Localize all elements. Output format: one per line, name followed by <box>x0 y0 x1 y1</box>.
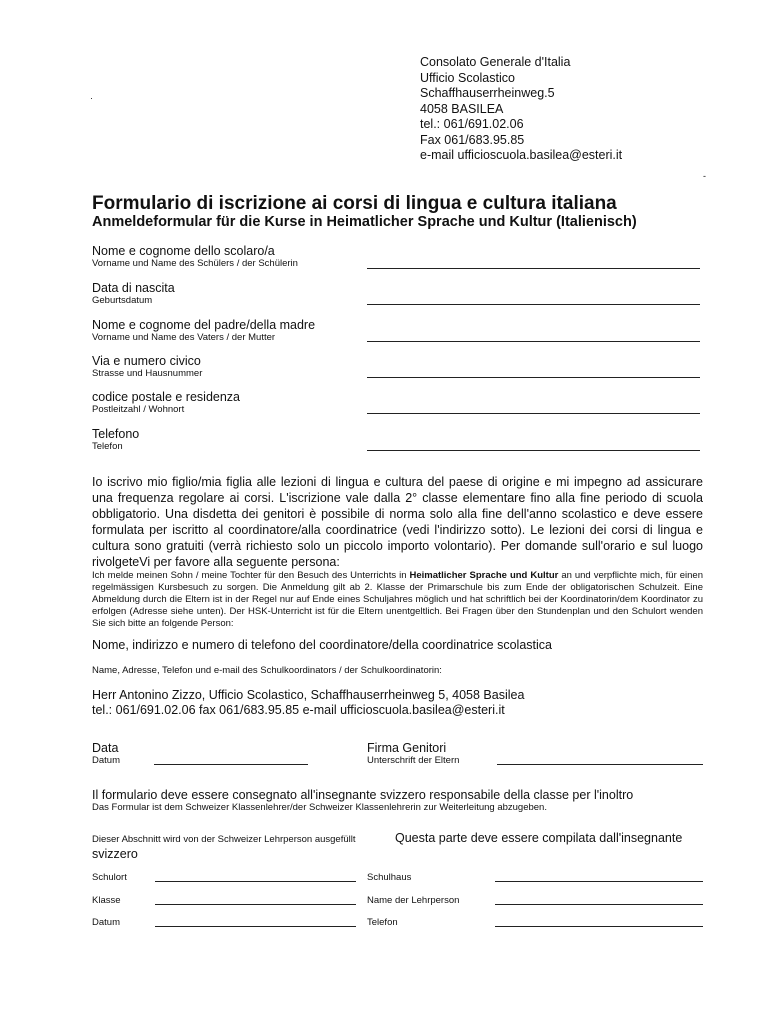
teacher-phone-line[interactable] <box>495 926 703 927</box>
teacher-phone-label: Telefon <box>367 917 398 928</box>
field-label-it: Nome e cognome dello scolaro/a <box>92 244 275 258</box>
parent-name-line[interactable] <box>367 341 700 342</box>
form-title-italian: Formulario di iscrizione ai corsi di lingua e cultura italiana <box>92 193 617 214</box>
date-label-de: Datum <box>92 755 120 766</box>
field-label-de: Telefon <box>92 441 123 452</box>
field-label-de: Strasse und Hausnummer <box>92 368 203 379</box>
delivery-note-de: Das Formular ist dem Schweizer Klassenlehrer/der Schweizer Klassenlehrerin zur Weiterleitung abzugeben. <box>92 802 547 813</box>
field-label-it: codice postale e residenza <box>92 390 241 404</box>
field-label-de: Geburtsdatum <box>92 295 153 306</box>
street-line[interactable] <box>367 377 700 378</box>
teacher-date-label: Datum <box>92 917 120 928</box>
teacher-name-line[interactable] <box>495 904 703 905</box>
field-label-it: Nome e cognome del padre/della madre <box>92 318 316 332</box>
field-postcode-city <box>92 390 240 415</box>
form-title-german: Anmeldeformular für die Kurse in Heimatlicher Sprache und Kultur (Italienisch) <box>92 214 637 230</box>
address-line: Fax 061/683.95.85 <box>420 132 525 147</box>
delivery-note-it: Il formulario deve essere consegnato all'insegnante svizzero responsabile della classe per l'inoltro <box>92 788 634 802</box>
enrollment-paragraph-de <box>92 570 703 630</box>
consulate-address <box>420 55 622 164</box>
student-name-line[interactable] <box>367 268 700 269</box>
field-birth-date <box>92 281 175 306</box>
coordinator-label-it: Nome, indirizzo e numero di telefono del coordinatore/della coordinatrice scolastica <box>92 638 552 652</box>
field-parent-name <box>92 318 315 343</box>
teacher-section-de: Dieser Abschnitt wird von der Schweizer Lehrperson ausgefüllt <box>92 834 356 845</box>
postcode-city-line[interactable] <box>367 413 700 414</box>
field-label-it: Data di nascita <box>92 281 175 295</box>
school-place-line[interactable] <box>155 881 356 882</box>
field-label-it: Via e numero civico <box>92 354 201 368</box>
teacher-name-label: Name der Lehrperson <box>367 895 460 906</box>
stray-mark: · <box>90 93 93 103</box>
teacher-date-line[interactable] <box>155 926 356 927</box>
signature-field <box>367 741 459 766</box>
paragraph-de-end: an und verpflichte mich, für einen regelmässigen Kursbesuch zu sorgen. Die Anmeldung gilt ab 2. Klasse der Primarschule bis zum Ende der obligatorischen Schulzeit. Eine Abmeldung durch die Eltern ist in der Regel nur auf Ende eines Schuljahres möglich und hat schriftlich bei der Koordinatorin/dem Koordinator zu erfolgen (Adresse siehe unten). Der HSK-Unterricht ist für die Eltern unentgeltlich. Bei Fragen über den Stundenplan und den Schulort wenden Sie sich bitte an folgende Person: <box>92 570 703 629</box>
address-line: e-mail ufficioscuola.basilea@esteri.it <box>420 148 623 162</box>
signature-label-it: Firma Genitori <box>367 741 447 755</box>
field-label-de: Vorname und Name des Schülers / der Schülerin <box>92 258 298 269</box>
enrollment-paragraph-it: Io iscrivo mio figlio/mia figlia alle lezioni di lingua e cultura del paese di origine e mi impegno ad assicurare una frequenza regolare ai corsi. L'iscrizione vale dalla 2° classe elementare fino alla fine periodo di scuola obbligatorio. Una disdetta dei genitori è possibile di norma solo alla fine dell'anno scolastico e deve essere formulata per iscritto al coordinatore/alla coordinatrice (vedi l'indirizzo sotto). Le lezioni dei corsi di lingua e cultura sono gratuiti (verrà richiesto solo un piccolo importo volontario). Per domande sull'orario e sul luogo rivolgeteVi per favore alla seguente persona: <box>92 475 703 569</box>
class-label: Klasse <box>92 895 121 906</box>
school-building-label: Schulhaus <box>367 872 412 883</box>
stray-mark: - <box>703 171 706 181</box>
field-label-de: Postleitzahl / Wohnort <box>92 404 185 415</box>
signature-label-de: Unterschrift der Eltern <box>367 755 460 766</box>
school-building-line[interactable] <box>495 881 703 882</box>
field-label-it: Telefono <box>92 427 140 441</box>
address-line: 4058 BASILEA <box>420 101 504 116</box>
paragraph-de-start: Ich melde meinen Sohn / meine Tochter für den Besuch des Unterrichts in <box>92 570 410 581</box>
address-line: Schaffhauserrheinweg.5 <box>420 86 555 100</box>
phone-line[interactable] <box>367 450 700 451</box>
class-line[interactable] <box>155 904 356 905</box>
date-label-it: Data <box>92 741 119 755</box>
date-field <box>92 741 120 766</box>
address-line: Consolato Generale d'Italia <box>420 55 571 69</box>
coordinator-line-2: tel.: 061/691.02.06 fax 061/683.95.85 e-mail ufficioscuola.basilea@esteri.it <box>92 703 505 717</box>
teacher-section-it-cont: svizzero <box>92 847 138 861</box>
field-street <box>92 354 202 379</box>
field-phone <box>92 427 139 452</box>
address-line: Ufficio Scolastico <box>420 70 515 85</box>
birth-date-line[interactable] <box>367 304 700 305</box>
field-label-de: Vorname und Name des Vaters / der Mutter <box>92 332 276 343</box>
signature-line[interactable] <box>497 764 703 765</box>
coordinator-label-de: Name, Adresse, Telefon und e-mail des Schulkoordinators / der Schulkoordinatorin: <box>92 665 442 676</box>
paragraph-de-bold: Heimatlicher Sprache und Kultur <box>409 570 559 581</box>
address-line: tel.: 061/691.02.06 <box>420 117 524 131</box>
teacher-section-it: Questa parte deve essere compilata dall'insegnante <box>395 831 683 845</box>
date-line[interactable] <box>154 764 308 765</box>
school-place-label: Schulort <box>92 872 127 883</box>
coordinator-line-1: Herr Antonino Zizzo, Ufficio Scolastico, Schaffhauserrheinweg 5, 4058 Basilea <box>92 688 525 702</box>
field-student-name <box>92 244 298 269</box>
